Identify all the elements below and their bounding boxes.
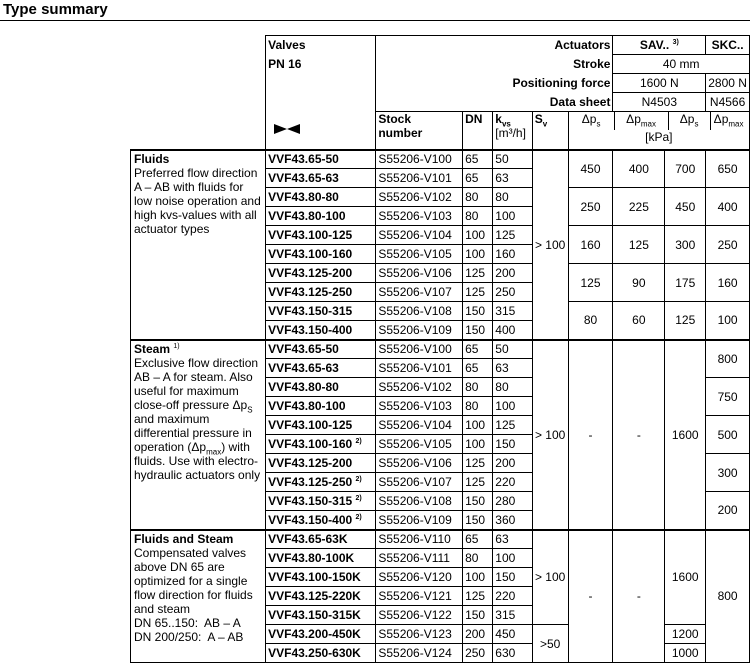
dn-value: 65 xyxy=(463,150,493,169)
dn-direction-line: DN 65..150: AB – A xyxy=(134,615,241,630)
skc-dps-value: 1200 xyxy=(665,625,706,644)
dn-value: 80 xyxy=(463,549,493,568)
kvs-value: 150 xyxy=(493,435,532,454)
stock-number: S55206-V104 xyxy=(376,226,463,245)
fluids-heading: Fluids xyxy=(134,151,170,166)
stock-number: S55206-V106 xyxy=(376,264,463,283)
table-body xyxy=(131,36,750,663)
dn-value: 150 xyxy=(463,511,493,530)
valves-heading: Valves xyxy=(266,36,376,55)
dn-value: 150 xyxy=(463,302,493,321)
sv-value: > 100 xyxy=(532,340,568,530)
dn-value: 100 xyxy=(463,226,493,245)
dn-value: 100 xyxy=(463,416,493,435)
skc-dpmax-value: 800 xyxy=(706,530,750,663)
fluids-description: Preferred flow direction A – AB with fluids for low noise operation and high kvs-values with all actuator types xyxy=(134,165,261,236)
stock-number: S55206-V103 xyxy=(376,207,463,226)
valve-type: VVF43.100-160 xyxy=(266,245,376,264)
skc-dpmax-value: 250 xyxy=(706,226,750,264)
sav-dps-value: 160 xyxy=(568,226,613,264)
table-row xyxy=(131,340,750,359)
kvs-value: 400 xyxy=(493,321,532,340)
pn-label: PN 16 xyxy=(266,55,376,74)
valve-type: VVF43.80-100 xyxy=(266,207,376,226)
stock-number: S55206-V100 xyxy=(376,150,463,169)
dn-value: 125 xyxy=(463,587,493,606)
valve-type: VVF43.200-450K xyxy=(266,625,376,644)
valve-type: VVF43.80-100 xyxy=(266,397,376,416)
dn-value: 125 xyxy=(463,473,493,492)
sav-dps-value: 250 xyxy=(568,188,613,226)
valve-type: VVF43.100-160 $^{2)}$ xyxy=(266,435,376,454)
positioning-force-label: Positioning force xyxy=(376,74,613,93)
stock-number: S55206-V109 xyxy=(376,321,463,340)
pressure-heading xyxy=(568,112,749,150)
stock-number-heading: Stock number xyxy=(376,112,463,150)
valve-type: VVF43.65-63K xyxy=(266,530,376,549)
stroke-label: Stroke xyxy=(376,55,613,74)
sv-heading: $S_v$ xyxy=(532,112,568,150)
sav-dpmax-value: - xyxy=(613,340,665,530)
skc-dps-value: 1000 xyxy=(665,644,706,663)
valve-type: VVF43.150-315K xyxy=(266,606,376,625)
dn-value: 150 xyxy=(463,606,493,625)
skc-dps-value: 175 xyxy=(665,264,706,302)
sav-dpmax-value: 125 xyxy=(613,226,665,264)
sav-dps-value: - xyxy=(568,530,613,663)
valve-type: VVF43.150-400 xyxy=(266,321,376,340)
sav-data-sheet: N4503 xyxy=(613,93,706,112)
kvs-value: 80 xyxy=(493,378,532,397)
stock-number: S55206-V121 xyxy=(376,587,463,606)
dn-value: 80 xyxy=(463,378,493,397)
skc-force: 2800 N xyxy=(706,74,750,93)
stock-number: S55206-V109 xyxy=(376,511,463,530)
kvs-heading: $k_{vs}$ [m³/h] xyxy=(493,112,532,150)
table-row xyxy=(131,530,750,549)
dn-value: 80 xyxy=(463,207,493,226)
kpa-unit: [kPa] xyxy=(645,130,673,144)
valve-type: VVF43.100-125 xyxy=(266,226,376,245)
steam-description-cell xyxy=(131,340,266,530)
sav-dpmax-value: 400 xyxy=(613,150,665,188)
valve-type: VVF43.125-200 xyxy=(266,264,376,283)
stock-number: S55206-V110 xyxy=(376,530,463,549)
valve-type: VVF43.150-400 $^{2)}$ xyxy=(266,511,376,530)
dn-value: 250 xyxy=(463,644,493,663)
sav-dps-value: 125 xyxy=(568,264,613,302)
skc-dpmax-value: 800 xyxy=(706,340,750,378)
skc-dpmax-value: 500 xyxy=(706,416,750,454)
valve-type: VVF43.125-250 $^{2)}$ xyxy=(266,473,376,492)
kvs-value: 280 xyxy=(493,492,532,511)
sv-value: > 100 xyxy=(532,150,568,340)
kvs-value: 125 xyxy=(493,226,532,245)
kvs-value: 220 xyxy=(493,587,532,606)
valve-type: VVF43.80-100K xyxy=(266,549,376,568)
skc-dps-value: 1600 xyxy=(665,340,706,530)
valve-type: VVF43.150-315 $^{2)}$ xyxy=(266,492,376,511)
fluids-steam-description-cell xyxy=(131,530,266,663)
valve-type: VVF43.65-50 xyxy=(266,150,376,169)
sav-dpmax-value: 225 xyxy=(613,188,665,226)
stock-number: S55206-V122 xyxy=(376,606,463,625)
skc-dps-value: 700 xyxy=(665,150,706,188)
stock-number: S55206-V106 xyxy=(376,454,463,473)
stock-number: S55206-V107 xyxy=(376,473,463,492)
skc-dps-value: 1600 xyxy=(665,530,706,625)
dn-value: 80 xyxy=(463,188,493,207)
kvs-value: 360 xyxy=(493,511,532,530)
kvs-value: 100 xyxy=(493,207,532,226)
valve-type: VVF43.65-50 xyxy=(266,340,376,359)
stock-number: S55206-V108 xyxy=(376,492,463,511)
skc-dpmax-value: 200 xyxy=(706,492,750,530)
kvs-value: 315 xyxy=(493,302,532,321)
skc-heading: SKC.. xyxy=(706,36,750,55)
valve-type: VVF43.125-250 xyxy=(266,283,376,302)
dn-value: 65 xyxy=(463,530,493,549)
skc-dpmax-heading: $\Delta p_{max}$ xyxy=(713,112,744,129)
valve-type: VVF43.80-80 xyxy=(266,188,376,207)
valve-type: VVF43.100-150K xyxy=(266,568,376,587)
kvs-value: 200 xyxy=(493,454,532,473)
skc-dpmax-value: 100 xyxy=(706,302,750,340)
stock-number: S55206-V104 xyxy=(376,416,463,435)
fluids-steam-description: Compensated valves above DN 65 are optimized for a single flow direction for fluids and steam xyxy=(134,545,253,616)
stock-number: S55206-V102 xyxy=(376,188,463,207)
dn-value: 65 xyxy=(463,340,493,359)
kvs-value: 200 xyxy=(493,264,532,283)
valve-type: VVF43.80-80 xyxy=(266,378,376,397)
dn-value: 125 xyxy=(463,454,493,473)
data-sheet-label: Data sheet xyxy=(376,93,613,112)
valve-symbol-cell xyxy=(266,112,376,150)
stock-number: S55206-V103 xyxy=(376,397,463,416)
stock-number: S55206-V102 xyxy=(376,378,463,397)
stock-number: S55206-V111 xyxy=(376,549,463,568)
valve-type: VVF43.125-200 xyxy=(266,454,376,473)
dn-value: 125 xyxy=(463,283,493,302)
dn-value: 150 xyxy=(463,321,493,340)
sav-heading: SAV.. $^{3)}$ xyxy=(613,36,706,55)
kvs-value: 150 xyxy=(493,568,532,587)
kvs-value: 250 xyxy=(493,283,532,302)
kvs-value: 630 xyxy=(493,644,532,663)
fluids-steam-heading: Fluids and Steam xyxy=(134,531,234,546)
sav-force: 1600 N xyxy=(613,74,706,93)
skc-dpmax-value: 750 xyxy=(706,378,750,416)
dn-value: 80 xyxy=(463,397,493,416)
stock-number: S55206-V120 xyxy=(376,568,463,587)
actuators-label: Actuators xyxy=(376,36,613,55)
sav-dps-value: 80 xyxy=(568,302,613,340)
steam-description: Exclusive flow direction AB – A for steam. Also useful for maximum close-off pressure $\Delta p_S$ and maximum differential pressure in operation $(\Delta p_{max})$ with fluids. Use with electro-hydraulic actuators only xyxy=(134,355,261,482)
stock-number: S55206-V107 xyxy=(376,283,463,302)
kvs-value: 63 xyxy=(493,359,532,378)
kvs-value: 315 xyxy=(493,606,532,625)
fluids-description-cell xyxy=(131,150,266,340)
kvs-value: 63 xyxy=(493,530,532,549)
valve-type: VVF43.65-63 xyxy=(266,359,376,378)
kvs-value: 50 xyxy=(493,340,532,359)
sav-dps-value: - xyxy=(568,340,613,530)
stock-number: S55206-V108 xyxy=(376,302,463,321)
skc-dps-value: 450 xyxy=(665,188,706,226)
dn-value: 100 xyxy=(463,245,493,264)
stock-number: S55206-V101 xyxy=(376,169,463,188)
skc-dpmax-value: 300 xyxy=(706,454,750,492)
kvs-value: 100 xyxy=(493,397,532,416)
sav-dpmax-value: 60 xyxy=(613,302,665,340)
type-summary-table xyxy=(130,35,750,663)
stock-number: S55206-V105 xyxy=(376,245,463,264)
stock-number: S55206-V105 xyxy=(376,435,463,454)
kvs-value: 125 xyxy=(493,416,532,435)
page-title: Type summary xyxy=(3,1,108,18)
dn-value: 150 xyxy=(463,492,493,511)
skc-dps-value: 300 xyxy=(665,226,706,264)
dn-direction-line: DN 200/250: A – AB xyxy=(134,629,244,644)
sav-dps-heading: $\Delta p_s$ xyxy=(569,112,615,130)
dn-heading: DN xyxy=(463,112,493,150)
stock-number: S55206-V100 xyxy=(376,340,463,359)
dn-value: 65 xyxy=(463,359,493,378)
kvs-value: 80 xyxy=(493,188,532,207)
dn-value: 65 xyxy=(463,169,493,188)
skc-data-sheet: N4566 xyxy=(706,93,750,112)
table-row xyxy=(131,150,750,169)
skc-dpmax-value: 400 xyxy=(706,188,750,226)
dn-value: 125 xyxy=(463,264,493,283)
sv-value: > 100 xyxy=(532,530,568,625)
valve-type: VVF43.65-63 xyxy=(266,169,376,188)
skc-dpmax-value: 650 xyxy=(706,150,750,188)
dn-value: 100 xyxy=(463,435,493,454)
kvs-value: 100 xyxy=(493,549,532,568)
sav-dpmax-heading: $\Delta p_{max}$ xyxy=(615,112,669,130)
sav-dps-value: 450 xyxy=(568,150,613,188)
valve-type: VVF43.100-125 xyxy=(266,416,376,435)
kvs-value: 220 xyxy=(493,473,532,492)
sav-dpmax-value: - xyxy=(613,530,665,663)
kvs-value: 160 xyxy=(493,245,532,264)
valve-type: VVF43.125-220K xyxy=(266,587,376,606)
skc-dps-value: 125 xyxy=(665,302,706,340)
steam-heading: Steam $^{1)}$ xyxy=(134,341,180,356)
kvs-value: 450 xyxy=(493,625,532,644)
kvs-value: 63 xyxy=(493,169,532,188)
stroke-value: 40 mm xyxy=(613,55,750,74)
valve-type: VVF43.250-630K xyxy=(266,644,376,663)
sav-dpmax-value: 90 xyxy=(613,264,665,302)
valve-type: VVF43.150-315 xyxy=(266,302,376,321)
skc-dps-heading: $\Delta p_s$ xyxy=(669,112,711,130)
title-underline xyxy=(0,20,750,21)
skc-dpmax-value: 160 xyxy=(706,264,750,302)
kvs-value: 50 xyxy=(493,150,532,169)
dn-value: 100 xyxy=(463,568,493,587)
stock-number: S55206-V101 xyxy=(376,359,463,378)
sv-value: >50 xyxy=(532,625,568,663)
stock-number: S55206-V123 xyxy=(376,625,463,644)
valve-symbol-icon xyxy=(272,122,302,136)
stock-number: S55206-V124 xyxy=(376,644,463,663)
dn-value: 200 xyxy=(463,625,493,644)
